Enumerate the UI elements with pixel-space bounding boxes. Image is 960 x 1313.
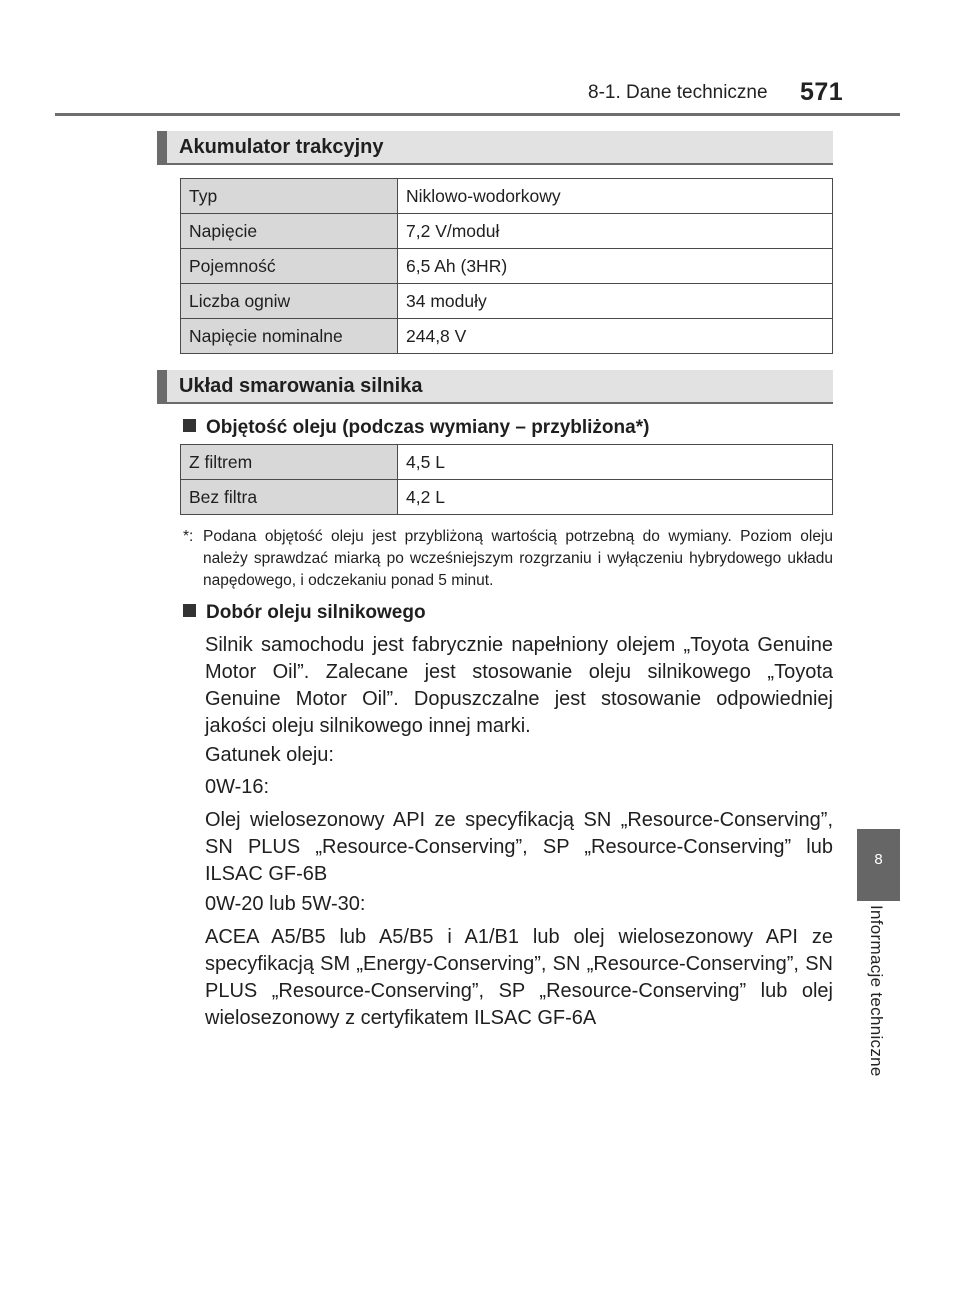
spec-value: Niklowo-wodorkowy bbox=[398, 179, 833, 214]
header-divider bbox=[55, 113, 900, 116]
spec-value: 4,2 L bbox=[398, 480, 833, 515]
spec-label: Typ bbox=[181, 179, 398, 214]
chapter-number: 8 bbox=[874, 851, 883, 868]
spec-label: Liczba ogniw bbox=[181, 284, 398, 319]
table-row bbox=[181, 249, 833, 284]
spec-value: 6,5 Ah (3HR) bbox=[398, 249, 833, 284]
battery-section-heading: Akumulator trakcyjny bbox=[157, 131, 833, 165]
table-row bbox=[181, 179, 833, 214]
oil-capacity-heading bbox=[183, 417, 649, 439]
table-row bbox=[181, 214, 833, 249]
oil-viscosity-0w16: 0W-16: bbox=[205, 776, 270, 798]
spec-value: 34 moduły bbox=[398, 284, 833, 319]
oil-capacity-heading-text: Objętość oleju (podczas wymiany – przybliżona*) bbox=[206, 417, 650, 438]
spec-value: 4,5 L bbox=[398, 445, 833, 480]
spec-label: Z filtrem bbox=[181, 445, 398, 480]
table-row bbox=[181, 284, 833, 319]
footnote-text: Podana objętość oleju jest przybliżoną wartością potrzebną do wymiany. Poziom oleju należy sprawdzać miarką po wcześniejszym rozgrzaniu i wyłączeniu hybrydowego układu napędowego, i odczekaniu ponad 5 minut. bbox=[203, 528, 833, 589]
oil-selection-paragraph: Silnik samochodu jest fabrycznie napełniony olejem „Toyota Genuine Motor Oil”. Zalecane jest stosowanie oleju silnikowego „Toyota Genuine Motor Oil”. Dopuszczalne jest stosowanie odpowiedniej jakości oleju silnikowego innej marki. bbox=[205, 634, 833, 737]
chapter-title: Informacje techniczne bbox=[867, 905, 886, 1077]
spec-value: 244,8 V bbox=[398, 319, 833, 354]
lubrication-section-heading: Układ smarowania silnika bbox=[157, 370, 833, 404]
spec-label: Napięcie nominalne bbox=[181, 319, 398, 354]
table-row bbox=[181, 319, 833, 354]
oil-selection-heading-text: Dobór oleju silnikowego bbox=[206, 602, 426, 623]
table-row bbox=[181, 480, 833, 515]
spec-label: Pojemność bbox=[181, 249, 398, 284]
oil-selection-heading bbox=[183, 602, 426, 624]
footnote-mark: *: bbox=[183, 528, 194, 545]
oil-capacity-footnote bbox=[183, 526, 833, 592]
square-bullet-icon bbox=[183, 604, 196, 617]
page-number: 571 bbox=[800, 78, 844, 106]
oil-spec-0w20-5w30: ACEA A5/B5 lub A5/B5 i A1/B1 lub olej wielosezonowy API ze specyfikacją SM „Energy-Conserving”, SN „Resource-Conserving”, SN PLUS „Resource-Conserving”, SP „Resource-Conserving” lub olej wielosezonowy z certyfikatem ILSAC GF-6A bbox=[205, 926, 833, 1029]
oil-capacity-table bbox=[180, 444, 833, 515]
oil-viscosity-0w20-5w30: 0W-20 lub 5W-30: bbox=[205, 893, 366, 915]
oil-grade-label: Gatunek oleju: bbox=[205, 744, 334, 766]
square-bullet-icon bbox=[183, 419, 196, 432]
battery-spec-table bbox=[180, 178, 833, 354]
section-title: 8-1. Dane techniczne bbox=[588, 82, 768, 103]
oil-spec-0w16: Olej wielosezonowy API ze specyfikacją SN „Resource-Conserving”, SN PLUS „Resource-Conserving”, SP „Resource-Conserving” lub ILSAC GF-6B bbox=[205, 809, 833, 885]
spec-label: Napięcie bbox=[181, 214, 398, 249]
spec-label: Bez filtra bbox=[181, 480, 398, 515]
spec-value: 7,2 V/moduł bbox=[398, 214, 833, 249]
table-row bbox=[181, 445, 833, 480]
